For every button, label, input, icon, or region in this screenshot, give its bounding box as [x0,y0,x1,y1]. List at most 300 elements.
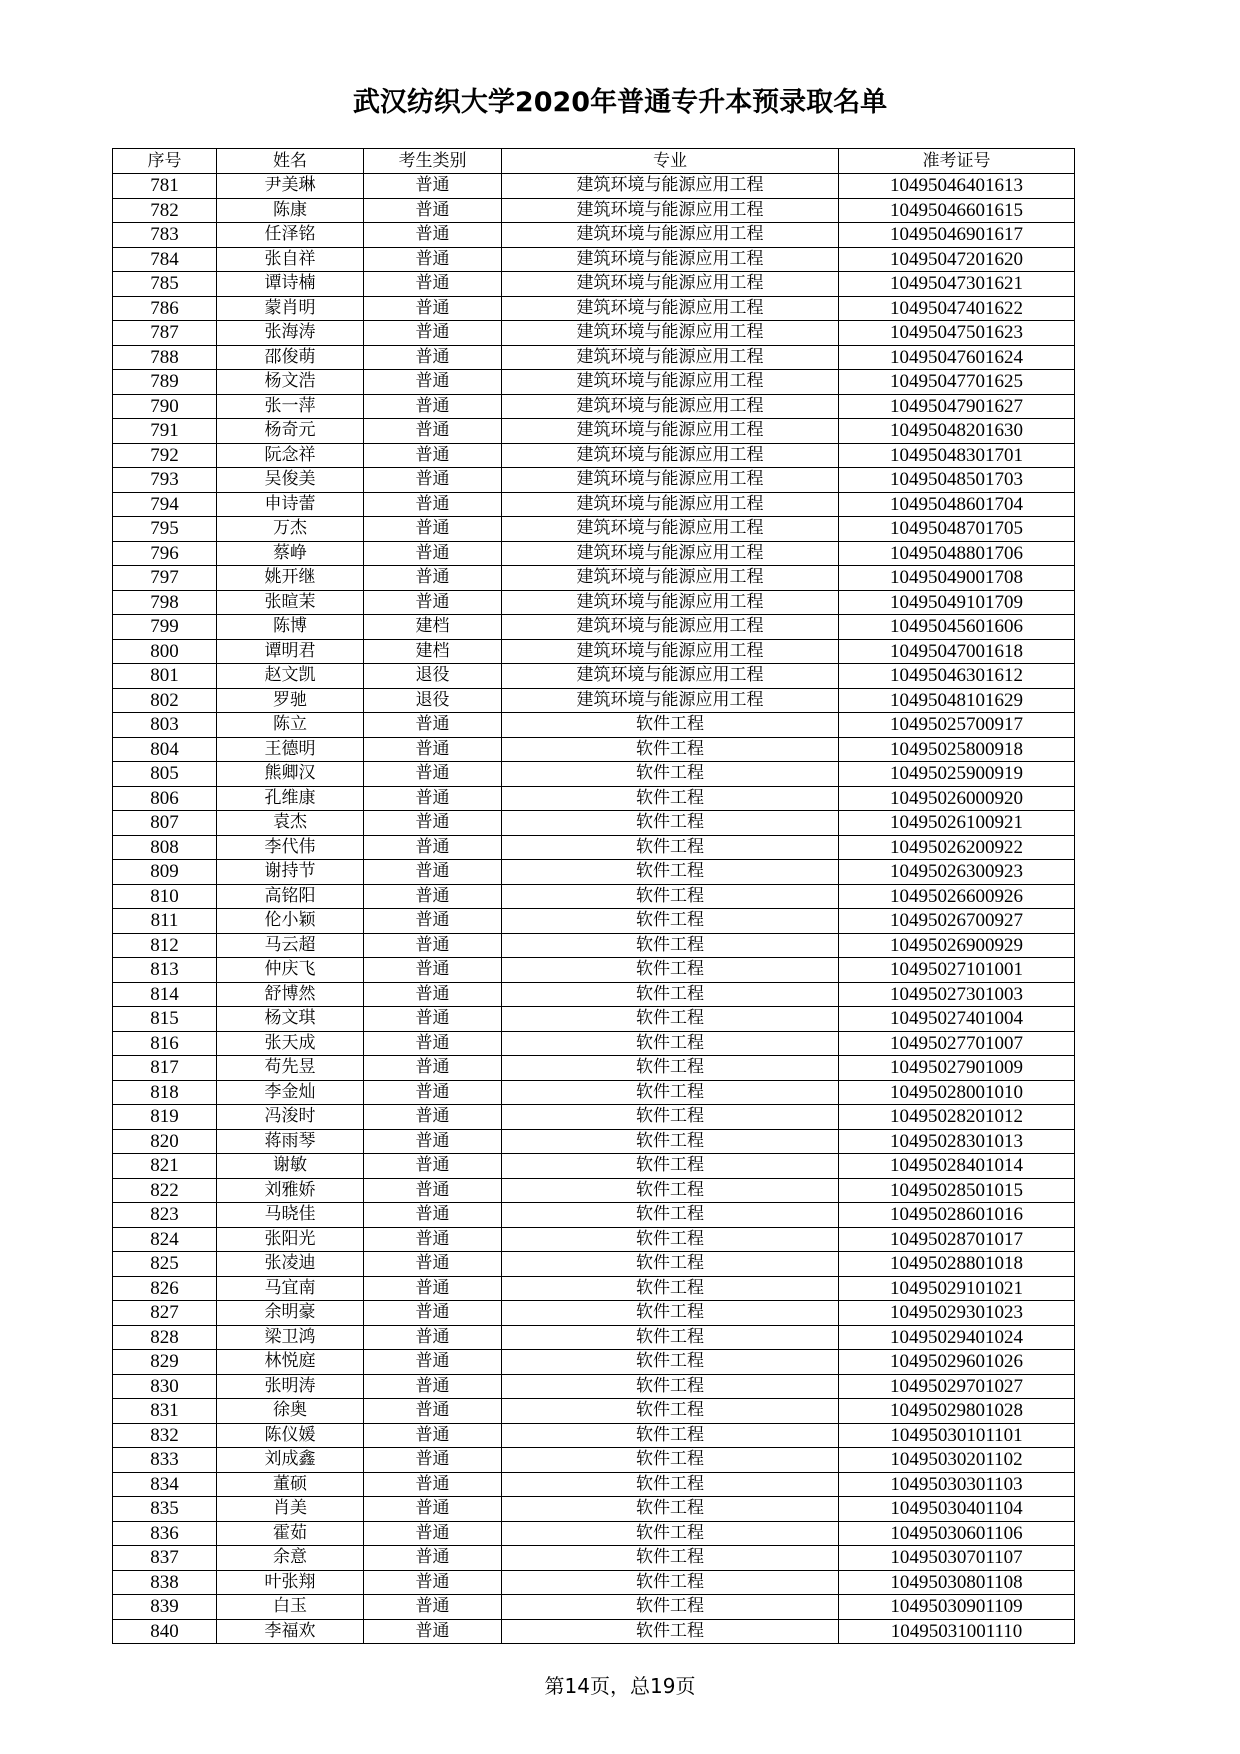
cell-major: 软件工程 [502,1325,839,1350]
cell-major: 建筑环境与能源应用工程 [502,247,839,272]
cell-index: 803 [113,713,217,738]
cell-exam-id: 10495025700917 [839,713,1075,738]
cell-major: 软件工程 [502,713,839,738]
cell-category: 普通 [364,1374,502,1399]
cell-exam-id: 10495028801018 [839,1252,1075,1277]
cell-category: 普通 [364,713,502,738]
cell-index: 837 [113,1546,217,1571]
cell-major: 软件工程 [502,1448,839,1473]
table-row [113,1350,1075,1375]
cell-exam-id: 10495047401622 [839,296,1075,321]
header-exam-id: 准考证号 [839,149,1075,174]
cell-exam-id: 10495047501623 [839,321,1075,346]
table-row [113,688,1075,713]
cell-index: 808 [113,835,217,860]
table-row [113,1301,1075,1326]
cell-category: 普通 [364,1595,502,1620]
cell-index: 821 [113,1154,217,1179]
cell-exam-id: 10495049101709 [839,590,1075,615]
cell-index: 816 [113,1031,217,1056]
table-row [113,1374,1075,1399]
cell-category: 普通 [364,541,502,566]
cell-category: 普通 [364,1472,502,1497]
table-row [113,1056,1075,1081]
cell-name: 李金灿 [217,1080,364,1105]
cell-name: 刘雅娇 [217,1178,364,1203]
cell-exam-id: 10495029601026 [839,1350,1075,1375]
cell-category: 普通 [364,1129,502,1154]
header-major: 专业 [502,149,839,174]
cell-index: 795 [113,517,217,542]
cell-exam-id: 10495026600926 [839,884,1075,909]
cell-index: 833 [113,1448,217,1473]
table-row [113,590,1075,615]
header-row [113,149,1075,174]
cell-name: 姚开继 [217,566,364,591]
cell-index: 814 [113,982,217,1007]
table-row [113,272,1075,297]
cell-major: 软件工程 [502,1252,839,1277]
table-row [113,517,1075,542]
cell-exam-id: 10495026000920 [839,786,1075,811]
cell-category: 普通 [364,296,502,321]
table-row [113,835,1075,860]
header-name: 姓名 [217,149,364,174]
cell-category: 普通 [364,223,502,248]
table-row [113,1399,1075,1424]
cell-index: 824 [113,1227,217,1252]
cell-category: 普通 [364,1325,502,1350]
cell-major: 建筑环境与能源应用工程 [502,639,839,664]
table-row [113,419,1075,444]
table-row [113,1325,1075,1350]
cell-exam-id: 10495048101629 [839,688,1075,713]
cell-exam-id: 10495025900919 [839,762,1075,787]
cell-index: 797 [113,566,217,591]
cell-major: 软件工程 [502,909,839,934]
cell-exam-id: 10495029401024 [839,1325,1075,1350]
table-row [113,223,1075,248]
cell-exam-id: 10495047001618 [839,639,1075,664]
cell-index: 792 [113,443,217,468]
cell-category: 普通 [364,1252,502,1277]
cell-major: 建筑环境与能源应用工程 [502,443,839,468]
cell-index: 811 [113,909,217,934]
cell-name: 申诗蕾 [217,492,364,517]
table-row [113,370,1075,395]
cell-category: 普通 [364,1423,502,1448]
cell-name: 张自祥 [217,247,364,272]
cell-index: 786 [113,296,217,321]
table-row [113,1472,1075,1497]
cell-index: 790 [113,394,217,419]
cell-major: 软件工程 [502,1007,839,1032]
cell-category: 建档 [364,615,502,640]
cell-name: 袁杰 [217,811,364,836]
cell-major: 建筑环境与能源应用工程 [502,419,839,444]
cell-name: 任泽铭 [217,223,364,248]
table-body [113,174,1075,1644]
cell-index: 830 [113,1374,217,1399]
cell-category: 普通 [364,1154,502,1179]
cell-major: 软件工程 [502,958,839,983]
cell-category: 普通 [364,1448,502,1473]
cell-exam-id: 10495030301103 [839,1472,1075,1497]
cell-exam-id: 10495030401104 [839,1497,1075,1522]
table-row [113,1423,1075,1448]
cell-name: 熊卿汉 [217,762,364,787]
cell-major: 建筑环境与能源应用工程 [502,394,839,419]
table-row [113,811,1075,836]
cell-exam-id: 10495026100921 [839,811,1075,836]
cell-name: 仲庆飞 [217,958,364,983]
cell-index: 800 [113,639,217,664]
table-row [113,786,1075,811]
cell-major: 建筑环境与能源应用工程 [502,370,839,395]
cell-name: 林悦庭 [217,1350,364,1375]
table-row [113,1276,1075,1301]
cell-index: 807 [113,811,217,836]
cell-name: 尹美琳 [217,174,364,199]
cell-name: 冯浚时 [217,1105,364,1130]
cell-major: 软件工程 [502,1374,839,1399]
cell-major: 建筑环境与能源应用工程 [502,517,839,542]
cell-index: 836 [113,1521,217,1546]
cell-major: 软件工程 [502,1178,839,1203]
cell-category: 普通 [364,517,502,542]
cell-major: 软件工程 [502,835,839,860]
cell-exam-id: 10495047901627 [839,394,1075,419]
cell-name: 陈康 [217,198,364,223]
cell-name: 刘成鑫 [217,1448,364,1473]
cell-major: 软件工程 [502,1350,839,1375]
cell-major: 建筑环境与能源应用工程 [502,590,839,615]
cell-index: 826 [113,1276,217,1301]
cell-name: 吴俊美 [217,468,364,493]
cell-exam-id: 10495047701625 [839,370,1075,395]
cell-category: 普通 [364,1301,502,1326]
cell-index: 840 [113,1619,217,1644]
cell-major: 软件工程 [502,1227,839,1252]
cell-major: 建筑环境与能源应用工程 [502,468,839,493]
cell-index: 839 [113,1595,217,1620]
table-row [113,443,1075,468]
cell-name: 霍茹 [217,1521,364,1546]
cell-major: 建筑环境与能源应用工程 [502,198,839,223]
table-header [113,149,1075,174]
cell-major: 软件工程 [502,1619,839,1644]
cell-exam-id: 10495027901009 [839,1056,1075,1081]
cell-category: 普通 [364,419,502,444]
cell-exam-id: 10495048501703 [839,468,1075,493]
cell-major: 建筑环境与能源应用工程 [502,174,839,199]
cell-exam-id: 10495045601606 [839,615,1075,640]
cell-index: 785 [113,272,217,297]
cell-major: 软件工程 [502,860,839,885]
cell-name: 肖美 [217,1497,364,1522]
cell-exam-id: 10495048701705 [839,517,1075,542]
cell-name: 苟先昱 [217,1056,364,1081]
cell-category: 普通 [364,1007,502,1032]
cell-index: 791 [113,419,217,444]
cell-category: 普通 [364,835,502,860]
cell-major: 软件工程 [502,1595,839,1620]
cell-index: 812 [113,933,217,958]
cell-index: 831 [113,1399,217,1424]
cell-exam-id: 10495028401014 [839,1154,1075,1179]
cell-name: 杨文琪 [217,1007,364,1032]
cell-name: 叶张翔 [217,1570,364,1595]
cell-exam-id: 10495027101001 [839,958,1075,983]
cell-exam-id: 10495026900929 [839,933,1075,958]
cell-index: 822 [113,1178,217,1203]
cell-name: 赵文凯 [217,664,364,689]
table-row [113,1546,1075,1571]
table-row [113,933,1075,958]
cell-major: 软件工程 [502,1399,839,1424]
cell-exam-id: 10495026700927 [839,909,1075,934]
cell-exam-id: 10495030701107 [839,1546,1075,1571]
cell-major: 软件工程 [502,1031,839,1056]
cell-exam-id: 10495046401613 [839,174,1075,199]
table-row [113,296,1075,321]
cell-category: 普通 [364,272,502,297]
cell-exam-id: 10495047601624 [839,345,1075,370]
cell-category: 普通 [364,1546,502,1571]
table-row [113,321,1075,346]
cell-major: 软件工程 [502,933,839,958]
table-row [113,1595,1075,1620]
cell-index: 820 [113,1129,217,1154]
cell-index: 825 [113,1252,217,1277]
cell-exam-id: 10495030601106 [839,1521,1075,1546]
cell-name: 徐奥 [217,1399,364,1424]
cell-exam-id: 10495048801706 [839,541,1075,566]
cell-category: 普通 [364,443,502,468]
cell-major: 软件工程 [502,1546,839,1571]
cell-exam-id: 10495031001110 [839,1619,1075,1644]
cell-exam-id: 10495025800918 [839,737,1075,762]
cell-name: 余明豪 [217,1301,364,1326]
table-row [113,762,1075,787]
cell-category: 普通 [364,1056,502,1081]
cell-index: 784 [113,247,217,272]
cell-category: 普通 [364,811,502,836]
cell-category: 普通 [364,1521,502,1546]
cell-name: 万杰 [217,517,364,542]
cell-name: 陈立 [217,713,364,738]
cell-index: 838 [113,1570,217,1595]
cell-index: 798 [113,590,217,615]
cell-major: 软件工程 [502,982,839,1007]
table-row [113,566,1075,591]
cell-category: 普通 [364,1399,502,1424]
cell-name: 董硕 [217,1472,364,1497]
table-row [113,1129,1075,1154]
table-row [113,1154,1075,1179]
cell-category: 普通 [364,958,502,983]
cell-name: 马宜南 [217,1276,364,1301]
cell-index: 783 [113,223,217,248]
cell-major: 软件工程 [502,1570,839,1595]
table-row [113,1178,1075,1203]
cell-name: 梁卫鸿 [217,1325,364,1350]
cell-major: 建筑环境与能源应用工程 [502,223,839,248]
cell-category: 普通 [364,1350,502,1375]
cell-exam-id: 10495028601016 [839,1203,1075,1228]
page-title: 武汉纺织大学2020年普通专升本预录取名单 [352,87,888,118]
cell-category: 普通 [364,1570,502,1595]
cell-major: 软件工程 [502,1521,839,1546]
cell-category: 普通 [364,1497,502,1522]
cell-index: 813 [113,958,217,983]
cell-name: 孔维康 [217,786,364,811]
cell-category: 普通 [364,394,502,419]
table-row [113,247,1075,272]
cell-major: 建筑环境与能源应用工程 [502,615,839,640]
cell-index: 799 [113,615,217,640]
cell-name: 邵俊萌 [217,345,364,370]
cell-index: 818 [113,1080,217,1105]
cell-index: 796 [113,541,217,566]
cell-category: 普通 [364,345,502,370]
cell-category: 普通 [364,492,502,517]
cell-major: 软件工程 [502,811,839,836]
table-row [113,1203,1075,1228]
cell-category: 普通 [364,786,502,811]
cell-category: 退役 [364,664,502,689]
cell-name: 谭诗楠 [217,272,364,297]
cell-category: 退役 [364,688,502,713]
cell-index: 832 [113,1423,217,1448]
cell-name: 张凌迪 [217,1252,364,1277]
cell-category: 建档 [364,639,502,664]
cell-name: 马云超 [217,933,364,958]
header-category: 考生类别 [364,149,502,174]
cell-index: 793 [113,468,217,493]
cell-name: 余意 [217,1546,364,1571]
table-row [113,198,1075,223]
cell-index: 823 [113,1203,217,1228]
cell-index: 781 [113,174,217,199]
cell-major: 软件工程 [502,737,839,762]
table-row [113,492,1075,517]
table-row [113,1570,1075,1595]
cell-exam-id: 10495049001708 [839,566,1075,591]
table-row [113,737,1075,762]
cell-name: 张暄茉 [217,590,364,615]
cell-major: 软件工程 [502,1105,839,1130]
cell-major: 建筑环境与能源应用工程 [502,688,839,713]
table-row [113,639,1075,664]
table-row [113,884,1075,909]
cell-exam-id: 10495028201012 [839,1105,1075,1130]
cell-index: 809 [113,860,217,885]
cell-exam-id: 10495027401004 [839,1007,1075,1032]
cell-exam-id: 10495026200922 [839,835,1075,860]
table-row [113,1448,1075,1473]
cell-exam-id: 10495028001010 [839,1080,1075,1105]
cell-category: 普通 [364,1227,502,1252]
cell-exam-id: 10495027701007 [839,1031,1075,1056]
cell-index: 782 [113,198,217,223]
cell-major: 建筑环境与能源应用工程 [502,492,839,517]
cell-major: 软件工程 [502,1080,839,1105]
cell-exam-id: 10495028701017 [839,1227,1075,1252]
cell-major: 建筑环境与能源应用工程 [502,296,839,321]
cell-category: 普通 [364,590,502,615]
cell-name: 蒙肖明 [217,296,364,321]
cell-name: 张明涛 [217,1374,364,1399]
cell-category: 普通 [364,1276,502,1301]
cell-exam-id: 10495029101021 [839,1276,1075,1301]
cell-major: 软件工程 [502,762,839,787]
table-row [113,1227,1075,1252]
cell-name: 高铭阳 [217,884,364,909]
cell-index: 819 [113,1105,217,1130]
cell-category: 普通 [364,933,502,958]
cell-category: 普通 [364,468,502,493]
cell-category: 普通 [364,321,502,346]
cell-name: 张海涛 [217,321,364,346]
cell-exam-id: 10495030901109 [839,1595,1075,1620]
cell-category: 普通 [364,1203,502,1228]
cell-category: 普通 [364,174,502,199]
cell-category: 普通 [364,762,502,787]
cell-name: 陈博 [217,615,364,640]
cell-major: 软件工程 [502,1276,839,1301]
cell-category: 普通 [364,1080,502,1105]
cell-category: 普通 [364,909,502,934]
table-row [113,713,1075,738]
cell-exam-id: 10495030801108 [839,1570,1075,1595]
cell-name: 白玉 [217,1595,364,1620]
cell-exam-id: 10495046301612 [839,664,1075,689]
cell-major: 软件工程 [502,1154,839,1179]
cell-index: 817 [113,1056,217,1081]
cell-major: 建筑环境与能源应用工程 [502,566,839,591]
table-row [113,1497,1075,1522]
cell-index: 802 [113,688,217,713]
cell-index: 834 [113,1472,217,1497]
table-row [113,615,1075,640]
cell-index: 805 [113,762,217,787]
table-row [113,541,1075,566]
cell-major: 软件工程 [502,884,839,909]
cell-category: 普通 [364,1031,502,1056]
cell-exam-id: 10495030101101 [839,1423,1075,1448]
cell-name: 伦小颖 [217,909,364,934]
cell-exam-id: 10495026300923 [839,860,1075,885]
cell-index: 827 [113,1301,217,1326]
cell-name: 李代伟 [217,835,364,860]
cell-category: 普通 [364,982,502,1007]
table-row [113,1619,1075,1644]
cell-exam-id: 10495029301023 [839,1301,1075,1326]
cell-category: 普通 [364,247,502,272]
cell-name: 谢敏 [217,1154,364,1179]
cell-index: 801 [113,664,217,689]
cell-exam-id: 10495047301621 [839,272,1075,297]
cell-major: 软件工程 [502,1301,839,1326]
cell-major: 软件工程 [502,1129,839,1154]
cell-name: 张一萍 [217,394,364,419]
cell-exam-id: 10495028501015 [839,1178,1075,1203]
admission-list-table [112,148,1075,1644]
table-row [113,1105,1075,1130]
cell-name: 张阳光 [217,1227,364,1252]
page-number: 第14页，总19页 [544,1674,696,1698]
